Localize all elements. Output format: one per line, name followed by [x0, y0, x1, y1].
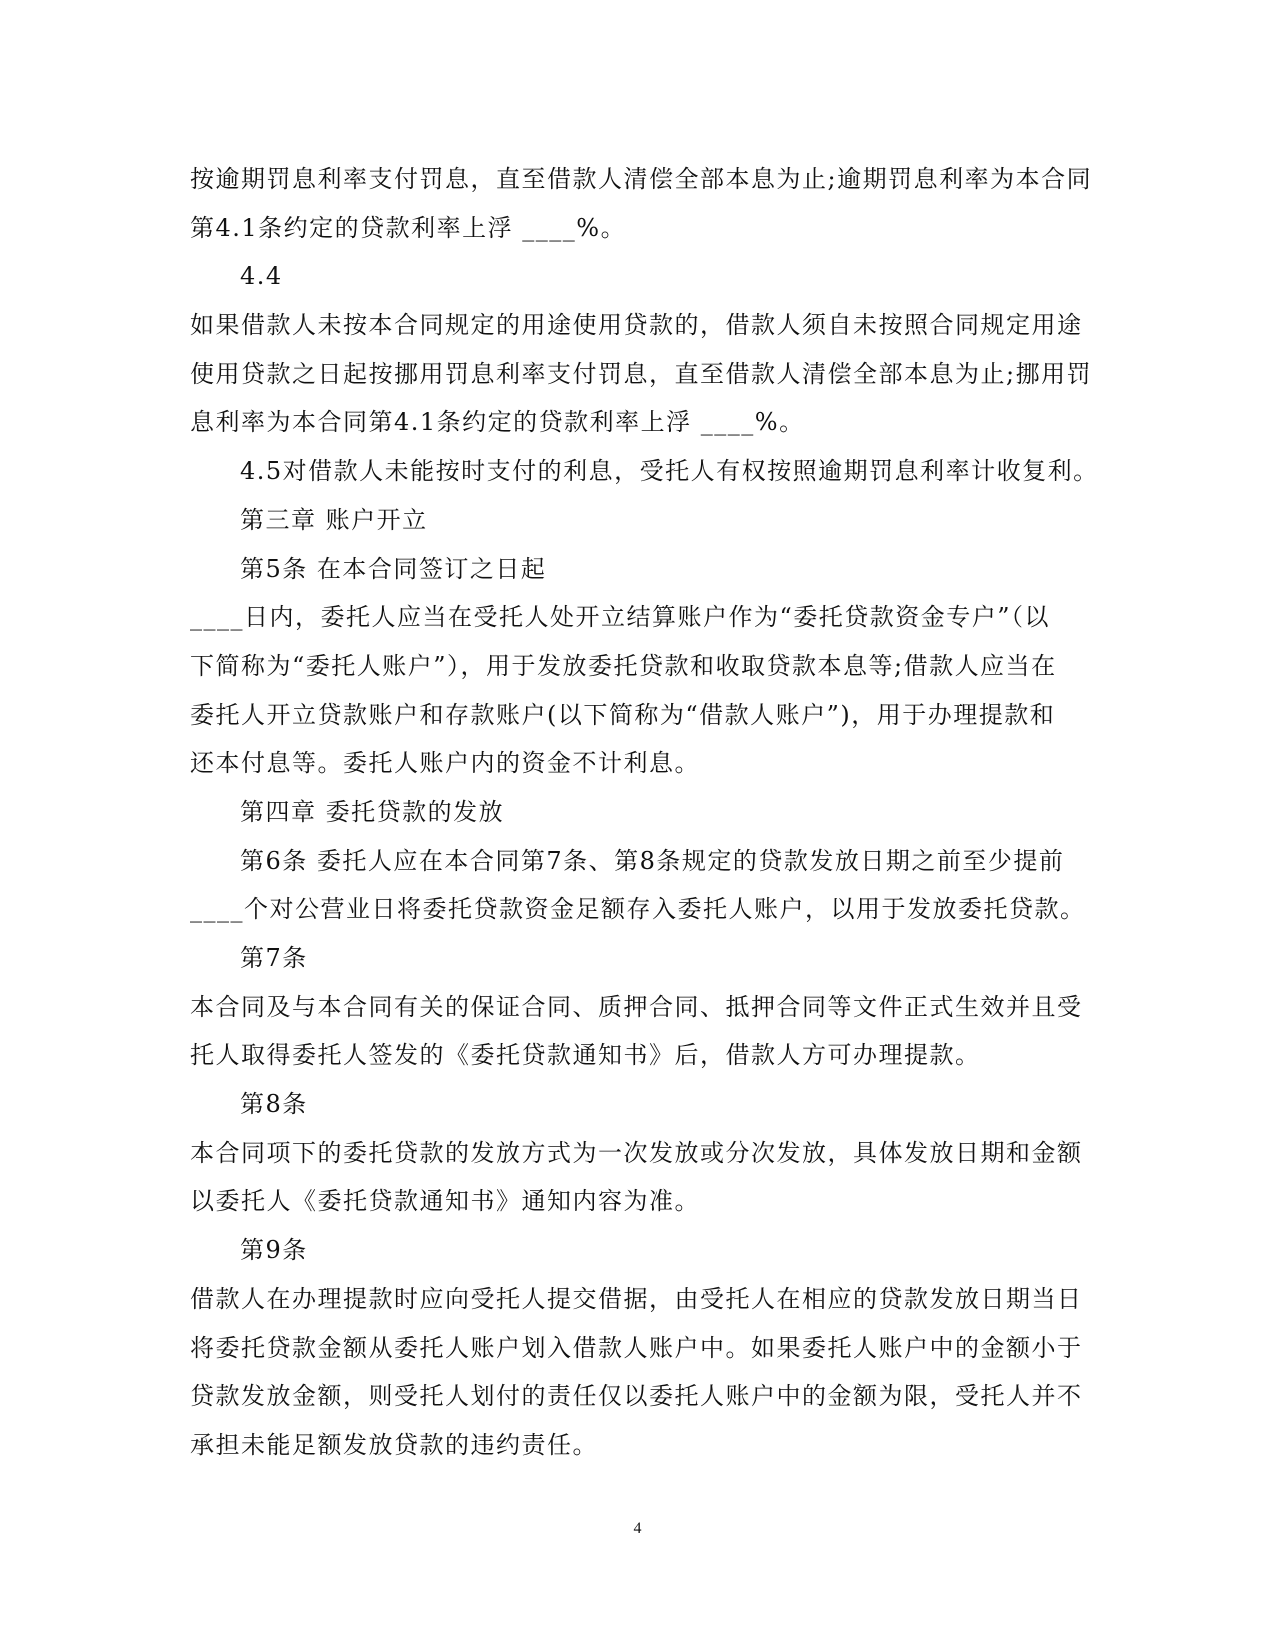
text-line: 本合同及与本合同有关的保证合同、质押合同、抵押合同等文件正式生效并且受	[190, 992, 1083, 1021]
document-body	[190, 155, 1099, 1470]
text-line: 委托人开立贷款账户和存款账户(以下简称为“借款人账户”)，用于办理提款和	[190, 700, 1056, 729]
text-line: 第4.1条约定的贷款利率上浮 ____%。	[190, 213, 627, 242]
page-number: 4	[633, 1520, 642, 1537]
text-line: 4.5对借款人未能按时支付的利息，受托人有权按照逾期罚息利率计收复利。	[240, 457, 1099, 486]
text-line: 还本付息等。委托人账户内的资金不计利息。	[190, 749, 700, 778]
text-line: 第8条	[240, 1090, 308, 1119]
text-line: 第5条 在本合同签订之日起	[240, 554, 547, 583]
text-line: 以委托人《委托贷款通知书》通知内容为准。	[190, 1187, 700, 1216]
text-line: 按逾期罚息利率支付罚息，直至借款人清偿全部本息为止;逾期罚息利率为本合同	[190, 165, 1093, 193]
text-line: 第6条 委托人应在本合同第7条、第8条规定的贷款发放日期之前至少提前	[240, 846, 1065, 875]
text-line: 将委托贷款金额从委托人账户划入借款人账户中。如果委托人账户中的金额小于	[190, 1333, 1083, 1362]
text-line: ____日内，委托人应当在受托人处开立结算账户作为“委托贷款资金专户”（以	[190, 603, 1051, 632]
text-line: 第9条	[240, 1236, 308, 1265]
text-line: 第四章 委托贷款的发放	[240, 797, 505, 826]
text-line: ____个对公营业日将委托贷款资金足额存入委托人账户，以用于发放委托贷款。	[190, 895, 1086, 924]
text-line: 息利率为本合同第4.1条约定的贷款利率上浮 ____%。	[190, 408, 805, 437]
text-line: 托人取得委托人签发的《委托贷款通知书》后，借款人方可办理提款。	[190, 1041, 981, 1070]
text-line: 借款人在办理提款时应向受托人提交借据，由受托人在相应的贷款发放日期当日	[190, 1284, 1083, 1313]
text-line: 第三章 账户开立	[240, 505, 428, 534]
text-line: 使用贷款之日起按挪用罚息利率支付罚息，直至借款人清偿全部本息为止;挪用罚	[190, 359, 1093, 388]
text-line: 下简称为“委托人账户”），用于发放委托贷款和收取贷款本息等;借款人应当在	[190, 651, 1057, 680]
text-line: 贷款发放金额，则受托人划付的责任仅以委托人账户中的金额为限，受托人并不	[190, 1382, 1083, 1411]
text-line: 承担未能足额发放贷款的违约责任。	[190, 1430, 598, 1459]
text-line: 4.4	[240, 262, 283, 291]
text-line: 第7条	[240, 944, 308, 972]
text-line: 本合同项下的委托贷款的发放方式为一次发放或分次发放，具体发放日期和金额	[190, 1138, 1083, 1167]
text-line: 如果借款人未按本合同规定的用途使用贷款的，借款人须自未按照合同规定用途	[190, 311, 1083, 340]
